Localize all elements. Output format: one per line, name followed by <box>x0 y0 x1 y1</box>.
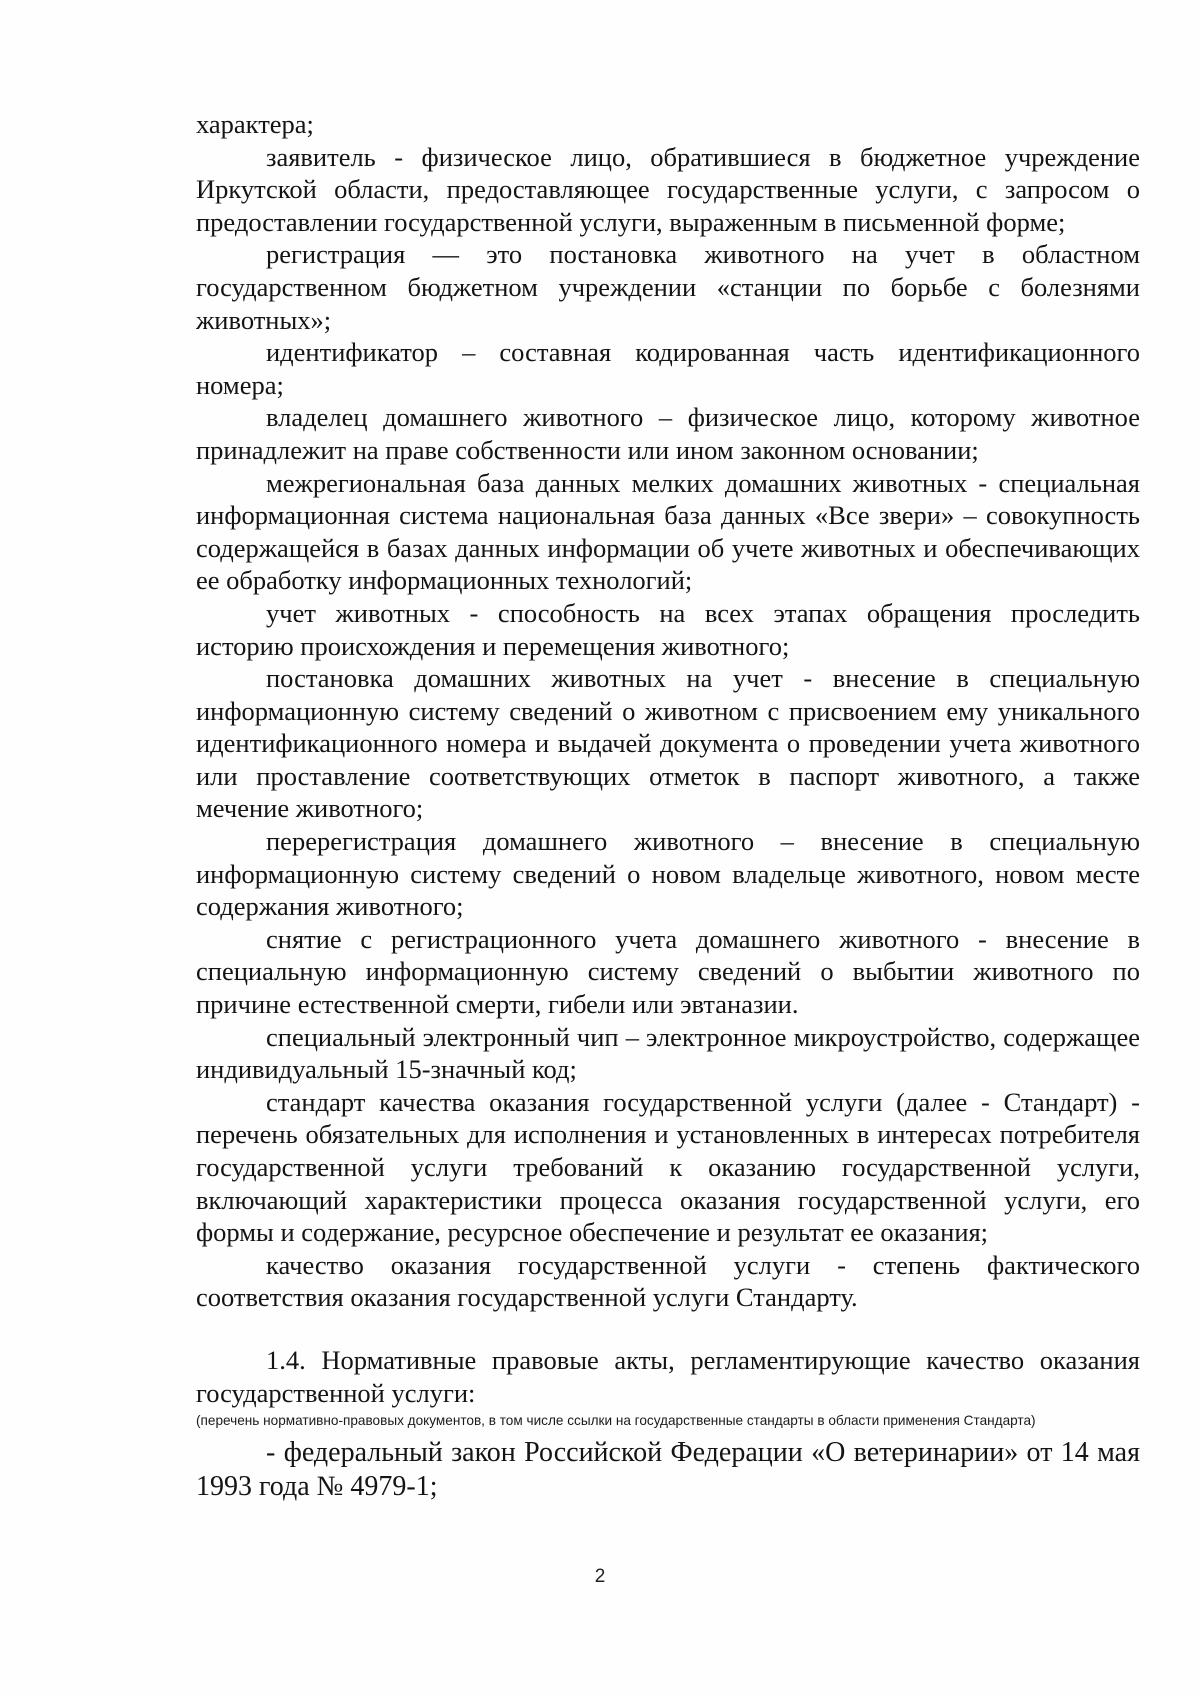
definition-deregistration: снятие с регистрационного учета домашнего животного - внесение в специальную информационную систему сведений о выбытии животного по причине естественной смерти, гибели или эвтаназии. <box>196 923 1140 1020</box>
definition-electronic-chip: специальный электронный чип – электронное микроустройство, содержащее индивидуальный 15-значный код; <box>196 1021 1140 1085</box>
definition-service-quality: качество оказания государственной услуги - степень фактического соответствия оказания государственной услуги Стандарту. <box>196 1249 1140 1313</box>
definition-quality-standard: стандарт качества оказания государственной услуги (далее - Стандарт) - перечень обязательных для исполнения и установленных в интересах потребителя государственной услуги требований к оказанию государственной услуги, включающий характеристики процесса оказания государственной услуги, его формы и содержание, ресурсное обеспечение и результат ее оказания; <box>196 1086 1140 1248</box>
page-number: 2 <box>594 1566 606 1587</box>
law-reference: - федеральный закон Российской Федерации «О ветеринарии» от 14 мая 1993 года № 4979-1; <box>196 1437 1140 1503</box>
section-note: (перечень нормативно-правовых документов, в том числе ссылки на государственные стандарты в области применения Стандарта) <box>196 1413 1036 1429</box>
definition-re-registration: перерегистрация домашнего животного – внесение в специальную информационную систему сведений о новом владельце животного, новом месте содержания животного; <box>196 826 1140 922</box>
definition-pet-registration: постановка домашних животных на учет - внесение в специальную информационную систему сведений о животном с присвоением ему уникального идентификационного номера и выдачей документа о проведении учета животного или проставление соответствующих отметок в паспорт животного, а также мечение животного; <box>196 663 1140 824</box>
definition-interregional-database: межрегиональная база данных мелких домашних животных - специальная информационная система национальная база данных «Все звери» – совокупность содержащейся в базах данных информации об учете животных и обеспечивающих ее обработку информационных технологий; <box>196 467 1140 596</box>
document-body <box>196 108 1140 1504</box>
definition-pet-owner: владелец домашнего животного – физическое лицо, которому животное принадлежит на праве собственности или ином законном основании; <box>196 402 1140 465</box>
definition-applicant: заявитель - физическое лицо, обратившиеся в бюджетное учреждение Иркутской области, предоставляющее государственные услуги, с запросом о предоставлении государственной услуги, выраженным в письменной форме; <box>196 141 1140 237</box>
definition-registration: регистрация — это постановка животного на учет в областном государственном бюджетном учреждении «станции по борьбе с болезнями животных»; <box>196 239 1140 335</box>
paragraph-continuation: характера; <box>196 109 314 139</box>
definition-animal-accounting: учет животных - способность на всех этапах обращения проследить историю происхождения и перемещения животного; <box>196 597 1140 661</box>
definition-identifier: идентификатор – составная кодированная часть идентификационного номера; <box>196 337 1140 400</box>
section-title: 1.4. Нормативные правовые акты, регламентирующие качество оказания государственной услуги: <box>196 1344 1140 1408</box>
